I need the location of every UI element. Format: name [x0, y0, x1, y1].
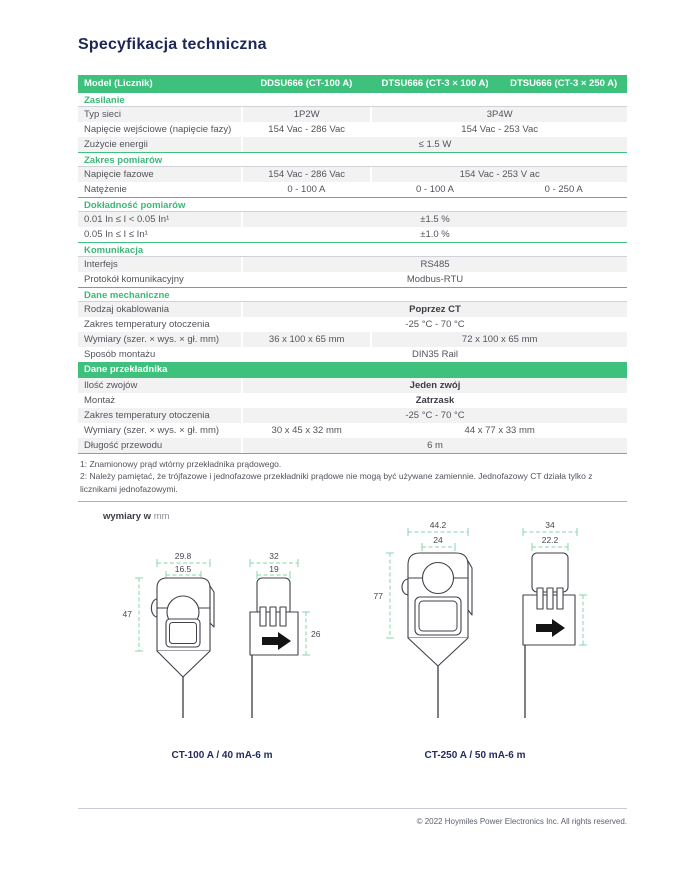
ct100-front-view [123, 551, 214, 718]
spec-row [78, 257, 627, 272]
section-header: Dane przekładnika [78, 362, 627, 378]
ct250-latch-window [415, 597, 461, 635]
spec-row-label: Ilość zwojów [78, 378, 241, 393]
spec-value: Poprzez CT [243, 302, 627, 317]
section-header: Zasilanie [78, 92, 627, 107]
spec-row-label: 0.01 In ≤ I < 0.05 In¹ [78, 212, 241, 227]
spec-row-label: Napięcie fazowe [78, 167, 241, 182]
ct100-hinge-tooth [280, 607, 286, 626]
spec-value: 30 x 45 x 32 mm [271, 425, 342, 436]
spec-value: 3P4W [372, 107, 627, 122]
spec-row-label: Zakres temperatury otoczenia [78, 408, 241, 423]
ct250-hinge-tooth [547, 588, 553, 609]
spec-row [78, 272, 627, 287]
footnote-2: 2: Należy pamiętać, że trójfazowe i jednofazowe przekładniki prądowe nie mogą być używane zamiennie. Jednofazowy CT działa tylko z licznikami jednofazowymi. [80, 471, 593, 494]
ct250-front-view [374, 520, 472, 718]
spec-row-label: Typ sieci [78, 107, 241, 122]
dimensions-unit-label-text: wymiary w [103, 511, 152, 522]
spec-value: 72 x 100 x 65 mm [372, 332, 627, 347]
spec-row [78, 378, 627, 393]
footnote-1: 1: Znamionowy prąd wtórny przekładnika prądowego. [80, 459, 282, 469]
spec-table [78, 75, 627, 502]
spec-row-label: Rodzaj okablowania [78, 302, 241, 317]
spec-row-label: Montaż [84, 395, 116, 406]
spec-value: 0 - 100 A [415, 184, 455, 195]
spec-row-label: Zużycie energii [78, 137, 241, 152]
footnotes [78, 454, 627, 502]
dimension-label: 32 [269, 551, 279, 561]
spec-row [78, 122, 627, 137]
spec-value: ≤ 1.5 W [243, 137, 627, 152]
ct250-caption: CT-250 A / 50 mA-6 m [424, 750, 526, 761]
table-header-model: Model (Licznik) [84, 78, 153, 89]
footer-copyright: © 2022 Hoymiles Power Electronics Inc. All rights reserved. [416, 817, 627, 826]
spec-value: 154 Vac - 253 V ac [372, 167, 627, 182]
ct-dimension-drawings [0, 515, 700, 770]
spec-value: ±1.0 % [420, 229, 450, 240]
ct100-clamp-v [157, 651, 210, 677]
spec-value: Jeden zwój [243, 378, 627, 393]
spec-value: 154 Vac - 286 Vac [243, 167, 370, 182]
spec-value: 154 Vac - 253 Vac [461, 124, 539, 135]
spec-value: ±1.5 % [243, 212, 627, 227]
spec-row-label: 0.05 In ≤ I ≤ In¹ [84, 229, 148, 240]
page-title: Specyfikacja techniczna [78, 36, 267, 53]
spec-row-label: Interfejs [78, 257, 241, 272]
dimension-label: 34 [545, 520, 555, 530]
ct250-side-top [532, 553, 568, 592]
spec-row [78, 182, 627, 197]
spec-table-body [78, 92, 627, 453]
spec-row [78, 438, 627, 453]
table-header-col-3: DTSU666 (CT-3 × 250 A) [510, 78, 618, 89]
spec-value: 154 Vac - 286 Vac [268, 124, 346, 135]
dimension-label: 19 [269, 564, 279, 574]
ct100-hinge-tooth [260, 607, 266, 626]
table-header-row [78, 75, 627, 92]
dimension-label: 16.5 [174, 564, 192, 574]
spec-value: DIN35 Rail [412, 349, 458, 360]
section-header: Zakres pomiarów [78, 152, 627, 167]
spec-value: Zatrzask [415, 395, 455, 406]
footer-divider [78, 808, 627, 809]
ct250-side-view [523, 520, 587, 718]
spec-row [78, 423, 627, 438]
dimension-label: 22.2 [541, 535, 559, 545]
ct250-hinge-tooth [557, 588, 563, 609]
spec-row-label: Długość przewodu [78, 438, 241, 453]
spec-row [78, 317, 627, 332]
spec-value: Modbus-RTU [406, 274, 464, 285]
spec-row [78, 107, 627, 122]
spec-value: 1P2W [243, 107, 370, 122]
spec-row [78, 212, 627, 227]
ct250-cable-hole [423, 563, 454, 594]
spec-row [78, 137, 627, 152]
ct250-right-flap [468, 561, 472, 615]
spec-value: 44 x 77 x 33 mm [464, 425, 535, 436]
spec-row [78, 332, 627, 347]
section-header: Komunikacja [78, 242, 627, 257]
spec-row-label: Protokół komunikacyjny [84, 274, 184, 285]
spec-row-label: Wymiary (szer. × wys. × gł. mm) [84, 425, 220, 436]
ct250-hinge-tooth [537, 588, 543, 609]
table-header-col-1: DDSU666 (CT-100 A) [260, 78, 353, 89]
spec-row [78, 302, 627, 317]
spec-value: 36 x 100 x 65 mm [243, 332, 370, 347]
ct250-clamp-v [408, 638, 468, 666]
dimensions-unit-mm: mm [153, 511, 170, 522]
dimension-label: 47 [122, 609, 132, 619]
spec-row-label: Sposób montażu [84, 349, 156, 360]
spec-row [78, 393, 627, 408]
spec-row-label: Natężenie [84, 184, 127, 195]
spec-value: 0 - 100 A [287, 184, 326, 195]
ct100-caption: CT-100 A / 40 mA-6 m [171, 750, 273, 761]
spec-value: RS485 [243, 257, 627, 272]
spec-value: -25 °C - 70 °C [243, 408, 627, 423]
spec-row-label: Napięcie wejściowe (napięcie fazy) [84, 124, 232, 135]
ct100-right-flap [210, 586, 214, 627]
spec-row-label: Zakres temperatury otoczenia [84, 319, 210, 330]
spec-value: 0 - 250 A [544, 184, 583, 195]
spec-value: -25 °C - 70 °C [405, 319, 465, 330]
dimension-label: 29.8 [174, 551, 192, 561]
spec-value: 6 m [243, 438, 627, 453]
spec-row [78, 227, 627, 242]
dimension-label: 77 [373, 591, 383, 601]
table-header-col-2: DTSU666 (CT-3 × 100 A) [381, 78, 489, 89]
spec-row [78, 347, 627, 362]
ct100-hinge-tooth [270, 607, 276, 626]
ct250-left-tab [402, 579, 408, 595]
section-header: Dokładność pomiarów [78, 197, 627, 212]
spec-row [78, 167, 627, 182]
ct100-side-view [250, 551, 321, 718]
dimension-label: 26 [311, 629, 321, 639]
dimension-label: 44.2 [429, 520, 447, 530]
ct100-left-tab [151, 599, 157, 617]
spec-row [78, 408, 627, 423]
spec-row-label: Wymiary (szer. × wys. × gł. mm) [78, 332, 241, 347]
section-header: Dane mechaniczne [78, 287, 627, 302]
dimension-label: 24 [433, 535, 443, 545]
